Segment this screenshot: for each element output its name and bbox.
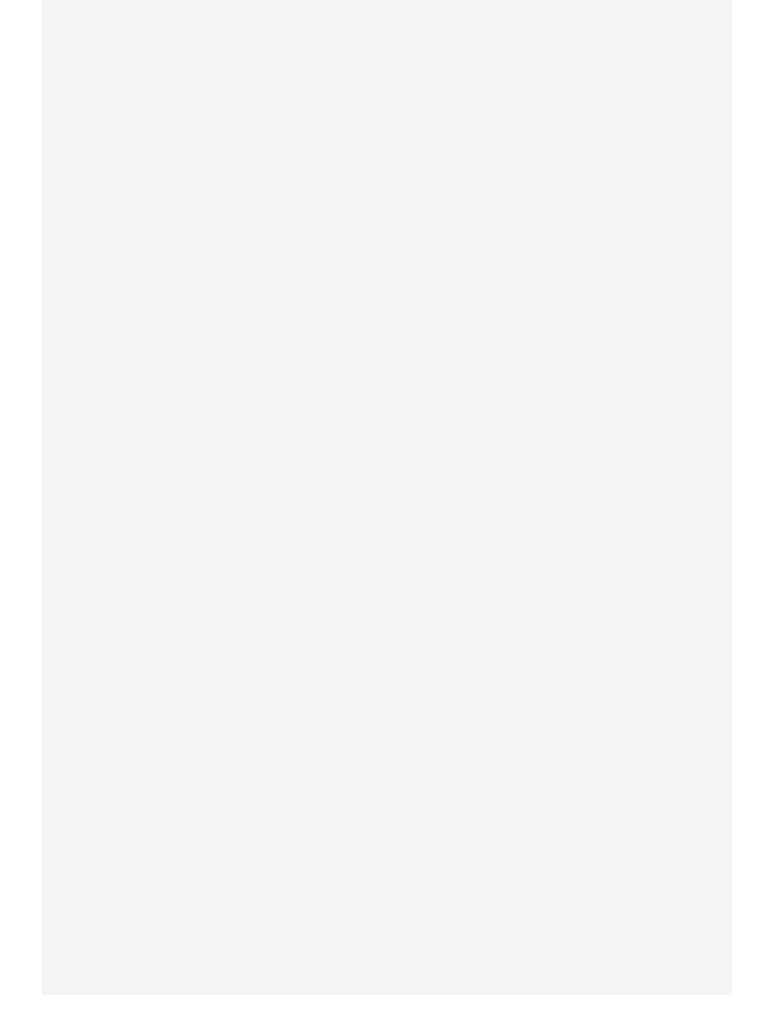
syllabus-table (42, 0, 732, 995)
scanned-page (42, 0, 732, 995)
